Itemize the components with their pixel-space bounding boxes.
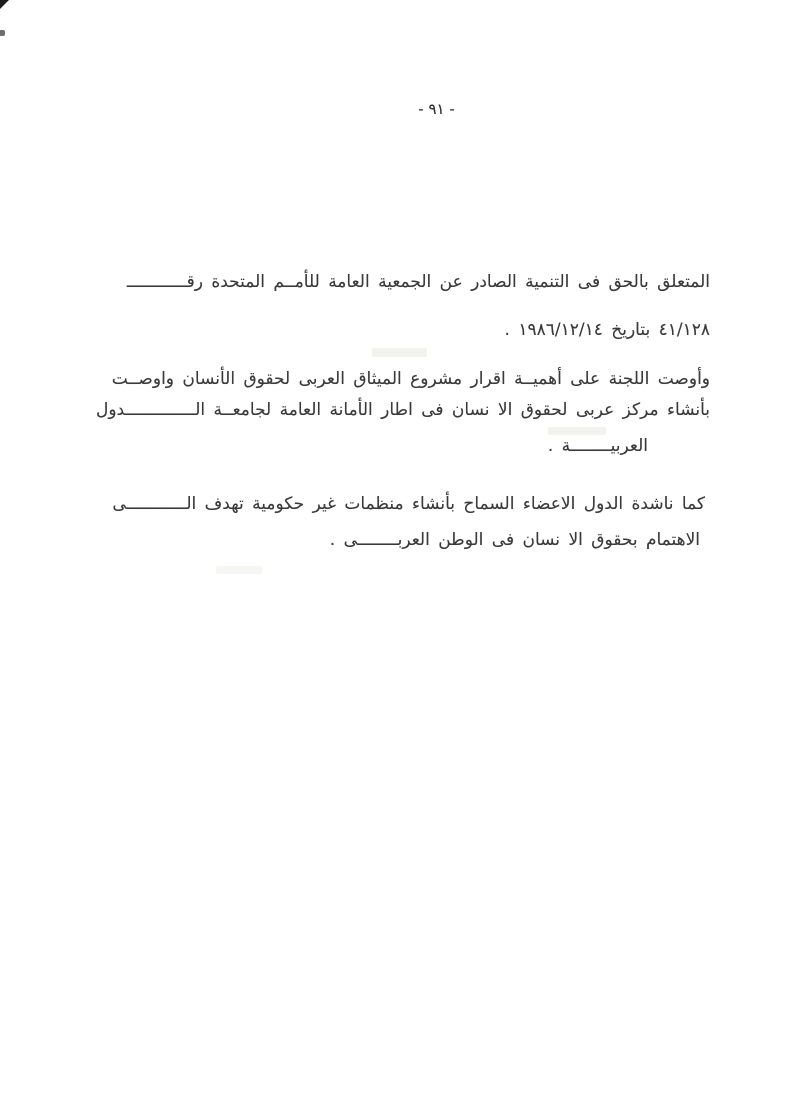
scan-artifact-corner-smudge <box>0 0 9 9</box>
scan-artifact-faint-patch <box>216 566 262 574</box>
scan-artifact-edge-mark <box>0 30 5 36</box>
paragraph-recommendation-line-2: بأنشاء مركز عربى لحقوق الا نسان فى اطار الأمانة العامة لجامعــة الــــــــــــــدول <box>96 400 710 420</box>
paragraph-resolution-line-1: المتعلق بالحق فى التنمية الصادر عن الجمعية العامة للأمــم المتحدة رقــــــــــــ <box>126 272 710 292</box>
paragraph-resolution-line-2: ٤١/١٢٨ بتاريخ ١٩٨٦/١٢/١٤ . <box>504 320 710 340</box>
scan-artifact-faint-patch <box>548 427 606 435</box>
paragraph-recommendation-line-3: العربيــــــــة . <box>547 436 648 456</box>
scan-artifact-faint-patch <box>372 348 427 357</box>
paragraph-recommendation-line-1: وأوصت اللجنة على أهميــة اقرار مشروع الميثاق العربى لحقوق الأنسان واوصــت <box>111 369 710 389</box>
paragraph-appeal-line-1: كما ناشدة الدول الاعضاء السماح بأنشاء منظمات غير حكومية تهدف الــــــــــــى <box>112 494 705 514</box>
paragraph-appeal-line-2: الاهتمام بحقوق الا نسان فى الوطن العربــــــــى . <box>329 530 700 550</box>
page-number: - ٩١ - <box>418 100 455 118</box>
